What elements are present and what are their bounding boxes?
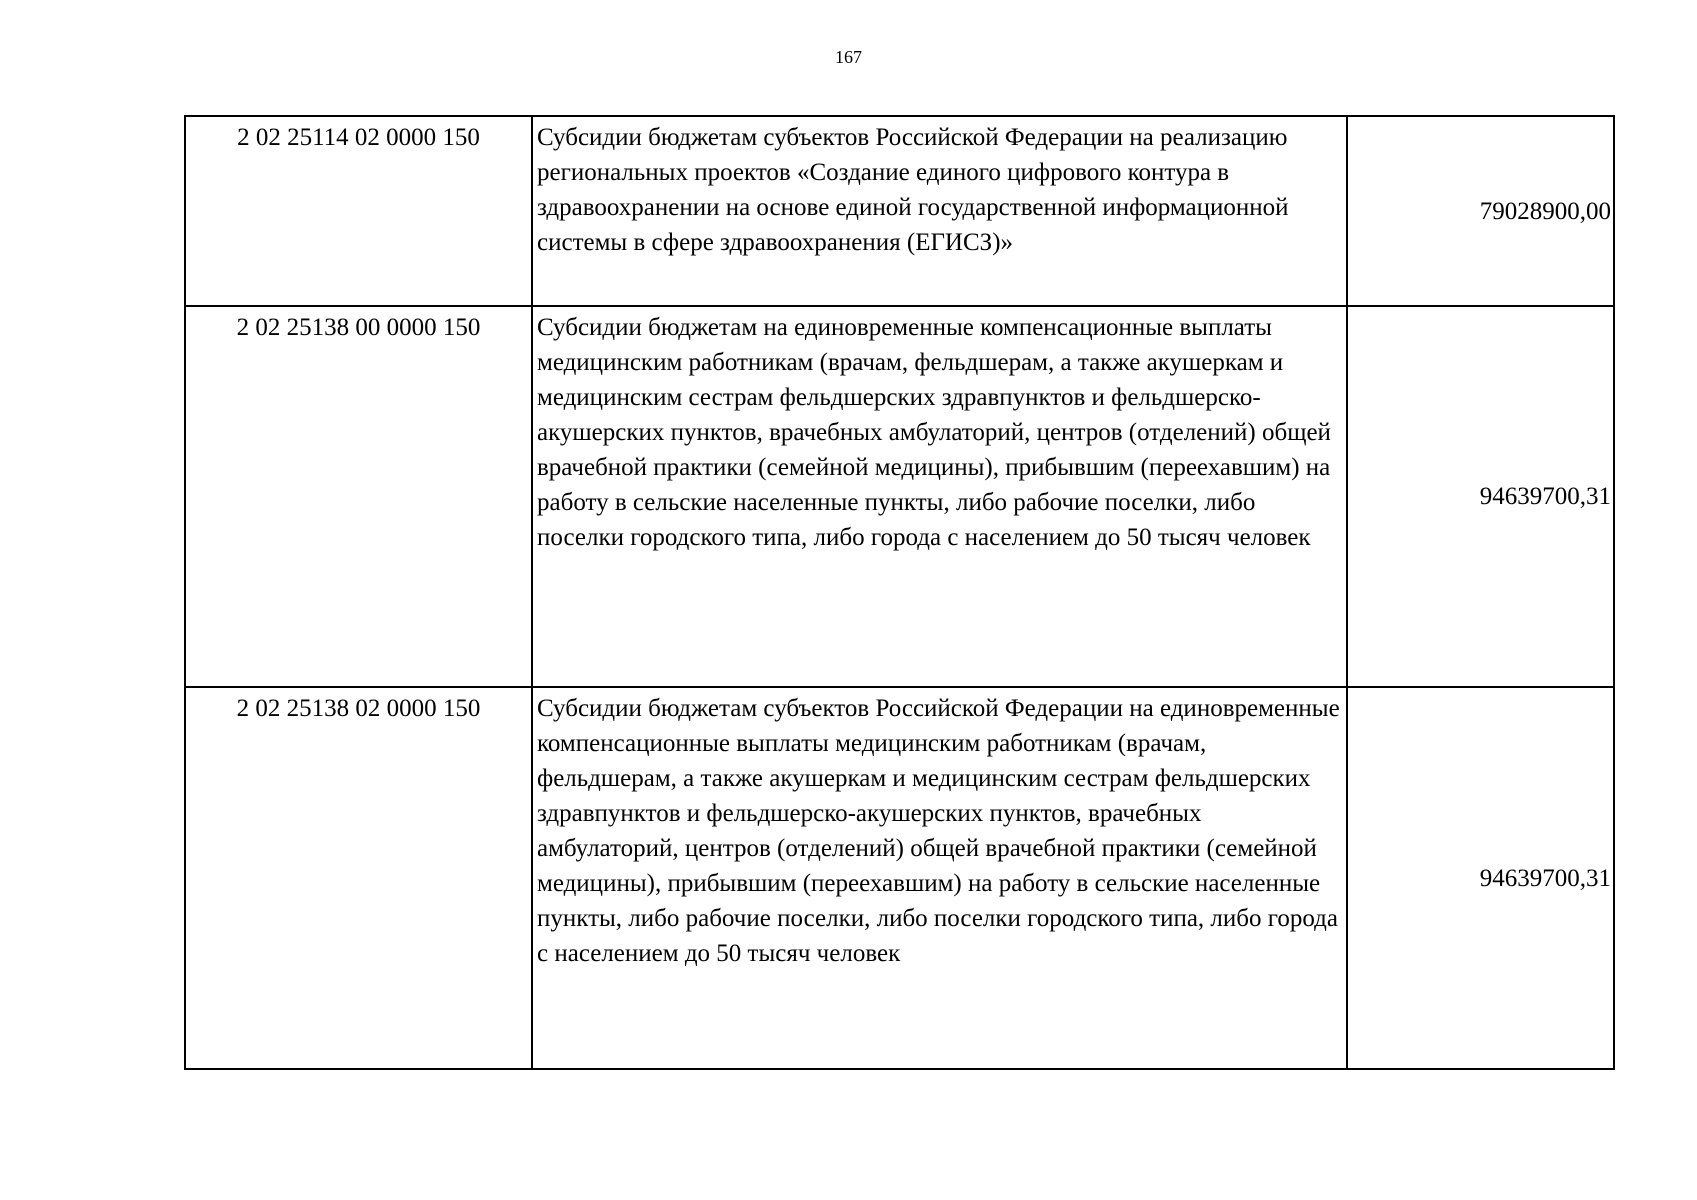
budget-code-cell: 2 02 25138 00 0000 150 [185, 306, 532, 687]
table-row [185, 306, 1614, 687]
description-cell: Субсидии бюджетам на единовременные компенсационные выплаты медицинским работникам (врачам, фельдшерам, а также акушеркам и медицинским сестрам фельдшерских здравпунктов и фельдшерско-акушерских пунктов, врачебных амбулаторий, центров (отделений) общей врачебной практики (семейной медицины), прибывшим (переехавшим) на работу в сельские населенные пункты, либо рабочие поселки, либо поселки городского типа, либо города с населением до 50 тысяч человек [532, 306, 1347, 687]
page-number: 167 [835, 47, 862, 67]
table-row [185, 687, 1614, 1069]
description-cell: Субсидии бюджетам субъектов Российской Федерации на реализацию региональных проектов «Создание единого цифрового контура в здравоохранении на основе единой государственной информационной системы в сфере здравоохранения (ЕГИСЗ)» [532, 116, 1347, 306]
budget-code-cell: 2 02 25114 02 0000 150 [185, 116, 532, 306]
amount-cell: 94639700,31 [1347, 687, 1614, 1069]
budget-table [184, 115, 1615, 1070]
budget-code-cell: 2 02 25138 02 0000 150 [185, 687, 532, 1069]
amount-cell: 79028900,00 [1347, 116, 1614, 306]
table-row [185, 116, 1614, 306]
amount-cell: 94639700,31 [1347, 306, 1614, 687]
description-cell: Субсидии бюджетам субъектов Российской Федерации на единовременные компенсационные выплаты медицинским работникам (врачам, фельдшерам, а также акушеркам и медицинским сестрам фельдшерских здравпунктов и фельдшерско-акушерских пунктов, врачебных амбулаторий, центров (отделений) общей врачебной практики (семейной медицины), прибывшим (переехавшим) на работу в сельские населенные пункты, либо рабочие поселки, либо поселки городского типа, либо города с населением до 50 тысяч человек [532, 687, 1347, 1069]
